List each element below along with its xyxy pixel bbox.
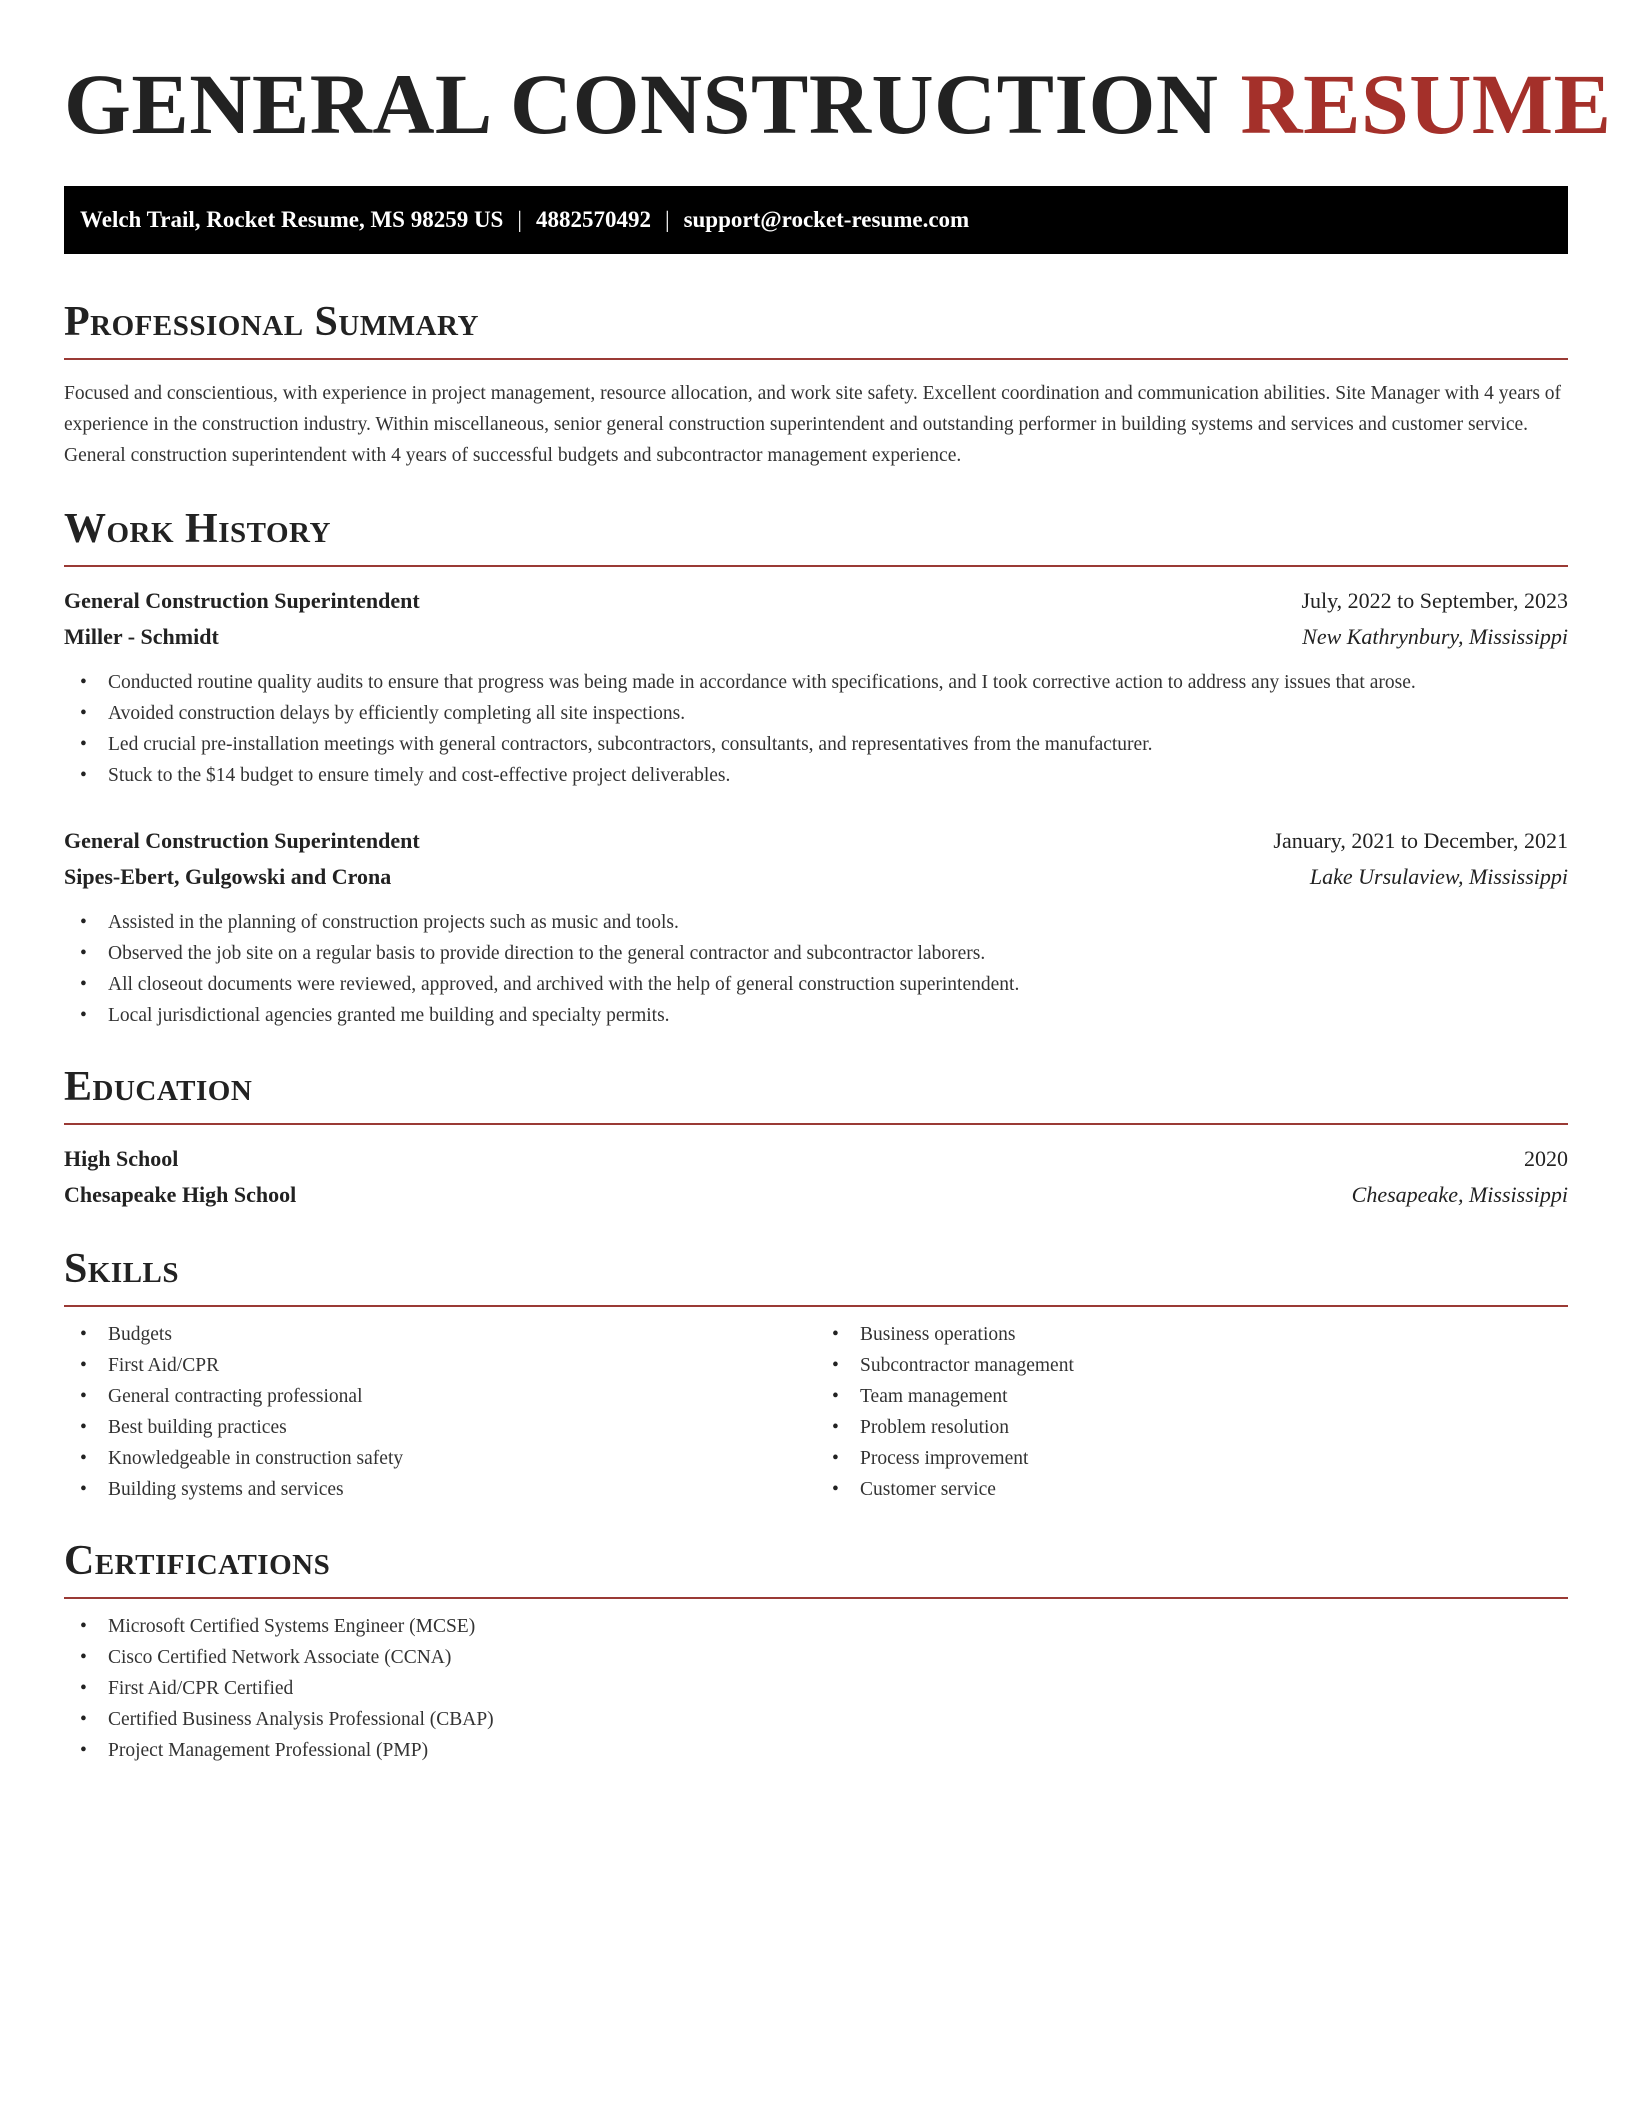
list-item: • Process improvement (816, 1443, 1568, 1474)
contact-email: support@rocket-resume.com (683, 207, 970, 232)
education-year: 2020 (1524, 1146, 1568, 1171)
job-duties-list (64, 907, 1568, 1031)
section-divider (64, 1305, 1568, 1307)
education-entry (64, 1141, 1568, 1213)
section-divider (64, 1123, 1568, 1125)
work-history-section (64, 499, 1568, 1031)
list-item: • General contracting professional (64, 1381, 816, 1412)
list-item: • Customer service (816, 1474, 1568, 1505)
list-item: • First Aid/CPR (64, 1350, 816, 1381)
education-header-row (64, 1141, 1568, 1177)
list-item: • Stuck to the $14 budget to ensure timely and cost-effective project deliverables. (64, 760, 1568, 791)
list-item: • Knowledgeable in construction safety (64, 1443, 816, 1474)
list-item: • Certified Business Analysis Professional (CBAP) (64, 1704, 1568, 1735)
section-divider (64, 358, 1568, 360)
list-item: • Budgets (64, 1319, 816, 1350)
certifications-list (64, 1611, 1568, 1766)
list-item: • Cisco Certified Network Associate (CCNA) (64, 1642, 1568, 1673)
list-item: • Project Management Professional (PMP) (64, 1735, 1568, 1766)
contact-separator: | (664, 207, 670, 232)
list-item: • First Aid/CPR Certified (64, 1673, 1568, 1704)
list-item: • All closeout documents were reviewed, approved, and archived with the help of general construction superintendent. (64, 969, 1568, 1000)
job-header-row (64, 583, 1568, 619)
list-item: • Team management (816, 1381, 1568, 1412)
title-main: GENERAL CONSTRUCTION (64, 56, 1219, 152)
contact-address: Welch Trail, Rocket Resume, MS 98259 US (80, 207, 504, 232)
list-item: • Observed the job site on a regular basis to provide direction to the general contractor and subcontractor laborers. (64, 938, 1568, 969)
skills-list-right (816, 1319, 1568, 1505)
job-company: Miller - Schmidt (64, 624, 219, 649)
list-item: • Assisted in the planning of construction projects such as music and tools. (64, 907, 1568, 938)
education-section (64, 1057, 1568, 1213)
job-location: Lake Ursulaview, Mississippi (1309, 864, 1568, 889)
job-header-row (64, 823, 1568, 859)
list-item: • Microsoft Certified Systems Engineer (MCSE) (64, 1611, 1568, 1642)
skills-column-left (64, 1319, 816, 1505)
job-company: Sipes-Ebert, Gulgowski and Crona (64, 864, 392, 889)
list-item: • Best building practices (64, 1412, 816, 1443)
list-item: • Problem resolution (816, 1412, 1568, 1443)
skills-list-left (64, 1319, 816, 1505)
summary-text: Focused and conscientious, with experience in project management, resource allocation, and work site safety. Excellent coordination and communication abilities. Site Manager with 4 years of experience in the construction industry. Within miscellaneous, senior general construction superintendent and outstanding performer in building systems and services and customer service. General construction superintendent with 4 years of successful budgets and subcontractor management experience. (64, 383, 1562, 466)
education-school: Chesapeake High School (64, 1182, 297, 1207)
job-dates: January, 2021 to December, 2021 (1273, 828, 1568, 853)
job-company-row (64, 619, 1568, 655)
job-company-row (64, 859, 1568, 895)
section-divider (64, 565, 1568, 567)
summary-heading: Professional Summary (64, 299, 479, 345)
skills-grid (64, 1319, 1568, 1505)
skills-section (64, 1239, 1568, 1505)
education-school-row (64, 1177, 1568, 1213)
certifications-heading: Certifications (64, 1538, 331, 1584)
job-dates: July, 2022 to September, 2023 (1301, 588, 1568, 613)
contact-bar (64, 186, 1568, 254)
education-degree: High School (64, 1146, 179, 1171)
job-title: General Construction Superintendent (64, 828, 420, 853)
education-heading: Education (64, 1064, 253, 1110)
job-duties-list (64, 667, 1568, 791)
skills-heading: Skills (64, 1246, 180, 1292)
skills-column-right (816, 1319, 1568, 1505)
work-history-heading: Work History (64, 506, 331, 552)
job-entry (64, 583, 1568, 791)
list-item: • Business operations (816, 1319, 1568, 1350)
list-item: • Avoided construction delays by efficiently completing all site inspections. (64, 698, 1568, 729)
summary-section (64, 292, 1568, 471)
contact-separator: | (517, 207, 522, 232)
section-divider (64, 1597, 1568, 1599)
job-title: General Construction Superintendent (64, 588, 420, 613)
list-item: • Subcontractor management (816, 1350, 1568, 1381)
title-accent: RESUME (1240, 56, 1612, 152)
list-item: • Building systems and services (64, 1474, 816, 1505)
list-item: • Local jurisdictional agencies granted me building and specialty permits. (64, 1000, 1568, 1031)
list-item: • Conducted routine quality audits to ensure that progress was being made in accordance with specifications, and I took corrective action to address any issues that arose. (64, 667, 1568, 698)
education-location: Chesapeake, Mississippi (1351, 1182, 1568, 1207)
certifications-section (64, 1531, 1568, 1766)
list-item: • Led crucial pre-installation meetings with general contractors, subcontractors, consultants, and representatives from the manufacturer. (64, 729, 1568, 760)
resume-title (64, 48, 1612, 160)
job-location: New Kathrynbury, Mississippi (1302, 624, 1568, 649)
contact-phone: 4882570492 (535, 207, 651, 232)
job-entry (64, 823, 1568, 1031)
